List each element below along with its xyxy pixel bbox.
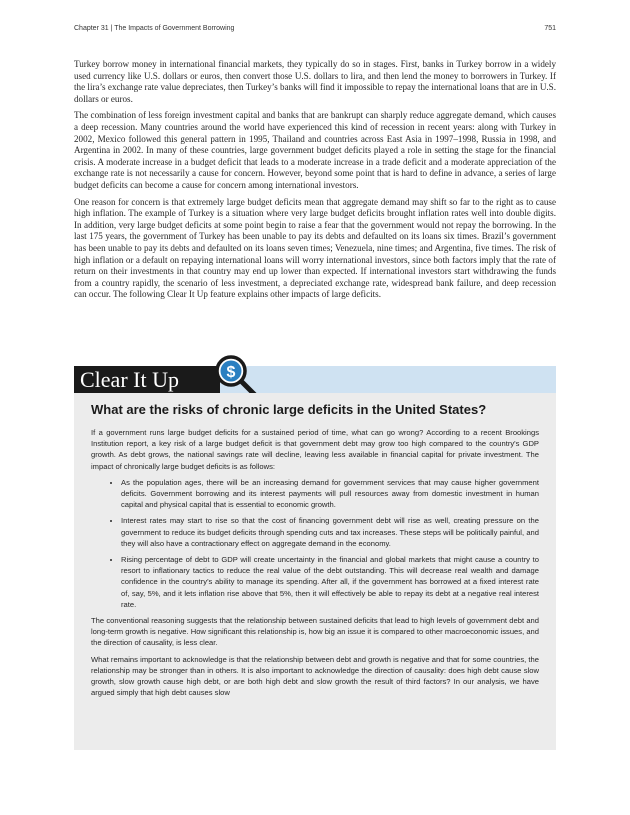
page-number: 751 — [544, 25, 556, 32]
main-text — [74, 59, 556, 306]
risk-list — [91, 477, 539, 610]
body-paragraph: The combination of less foreign investment capital and banks that are bankrupt can sharply reduce aggregate demand, which causes a deep recession. Many countries around the world have experienced this kind of recession in recent years: along with Turkey in 2002, Mexico followed this general pattern in 1995, Thailand and countries across East Asia in 1997–1998, Russia in 1998, and Argentina in 2002. In many of these countries, large government budget deficits played a role in setting the stage for the financial crisis. A moderate increase in a budget deficit that leads to a moderate increase in a trade deficit and a moderate appreciation of the exchange rate is not necessarily a cause for concern. However, beyond some point that is hard to define in advance, a series of large budget deficits can become a cause for concern among international investors. — [74, 110, 556, 190]
feature-paragraph: If a government runs large budget deficits for a sustained period of time, what can go wrong? According to a recent Brookings Institution report, a key risk of a large budget deficit is that government debt may grow too high compared to the country's GDP growth. As debt grows, the national savings rate will decline, leaving less available in financial capital for private investment. The impact of chronically large budget deficits is as follows: — [91, 428, 539, 471]
clear-it-up-heading: What are the risks of chronic large deficits in the United States? — [91, 402, 487, 417]
clear-it-up-box — [74, 393, 556, 750]
list-item: • Rising percentage of debt to GDP will create uncertainty in the financial and global markets that might cause a country to resort to inflationary tactics to reduce the real value of the debt outstanding. This will decrease real wealth and damage confidence in the country’s ability to manage its spending. After all, if the government has borrowed at a fixed interest rate of, say, 5%, and it lets inflation rise above that 5%, then it will effectively be able to repay its debt at a negative real interest rate. — [121, 554, 539, 610]
body-paragraph: One reason for concern is that extremely large budget deficits mean that aggregate demand may shift so far to the right as to cause high inflation. The example of Turkey is a situation where very large budget deficits brought inflation rates well into double digits. In addition, very large budget deficits at some point begin to raise a fear that the government would not repay the borrowing. In the last 175 years, the government of Turkey has been unable to pay its debts and defaulted on its loans six times. Brazil’s government has been unable to pay its debts and defaulted on its loans seven times; Venezuela, nine times; and Argentina, five times. The risk of high inflation or a default on repaying international loans will worry international investors, since both factors imply that the rate of return on their investments in that country may end up lower than expected. If international investors start withdrawing the funds from a country rapidly, the scenario of less investment, a depreciated exchange rate, widespread bank failure, and deep recession can occur. The following Clear It Up feature explains other impacts of large deficits. — [74, 196, 556, 300]
svg-text:$: $ — [226, 364, 236, 381]
clear-it-up-banner — [74, 366, 556, 393]
list-item: • Interest rates may start to rise so that the cost of financing government debt will rise as well, creating pressure on the government to reduce its budget deficits through spending cuts and tax increases. These steps will be politically painful, and they will also have a contractionary effect on aggregate demand in the economy. — [121, 515, 539, 549]
feature-paragraph: The conventional reasoning suggests that the relationship between sustained deficits that lead to high levels of government debt and long-term growth is negative. How significant this relationship is, how big an issue it is compared to other macroeconomic issues, and the direction of causality, is less clear. — [91, 616, 539, 648]
feature-paragraph: What remains important to acknowledge is that the relationship between debt and growth is negative and that for some countries, the relationship may be stronger than in others. It is also important to acknowledge the direction of causality: does high debt cause slow growth, slow growth cause high debt, or are both high debt and slow growth the result of third factors? In our analysis, we have argued simply that high debt causes slow — [91, 654, 539, 698]
body-paragraph: Turkey borrow money in international financial markets, they typically do so in stages. First, banks in Turkey borrow in a widely used currency like U.S. dollars or euros, then convert those U.S. dollars to lira, and then lend the money to borrowers in Turkey. If the lira’s exchange rate value depreciates, then Turkey’s banks will find it impossible to repay the international loans that are in U.S. dollars or euros. — [74, 59, 556, 104]
clear-it-up-title: Clear It Up — [74, 366, 220, 393]
list-item: • As the population ages, there will be an increasing demand for government services that may cause higher government deficits. Government borrowing and its interest payments will pull resources away from domestic investment in human capital and physical capital that is essential to economic growth. — [121, 477, 539, 511]
chapter-title: Chapter 31 | The Impacts of Government Borrowing — [74, 25, 235, 32]
